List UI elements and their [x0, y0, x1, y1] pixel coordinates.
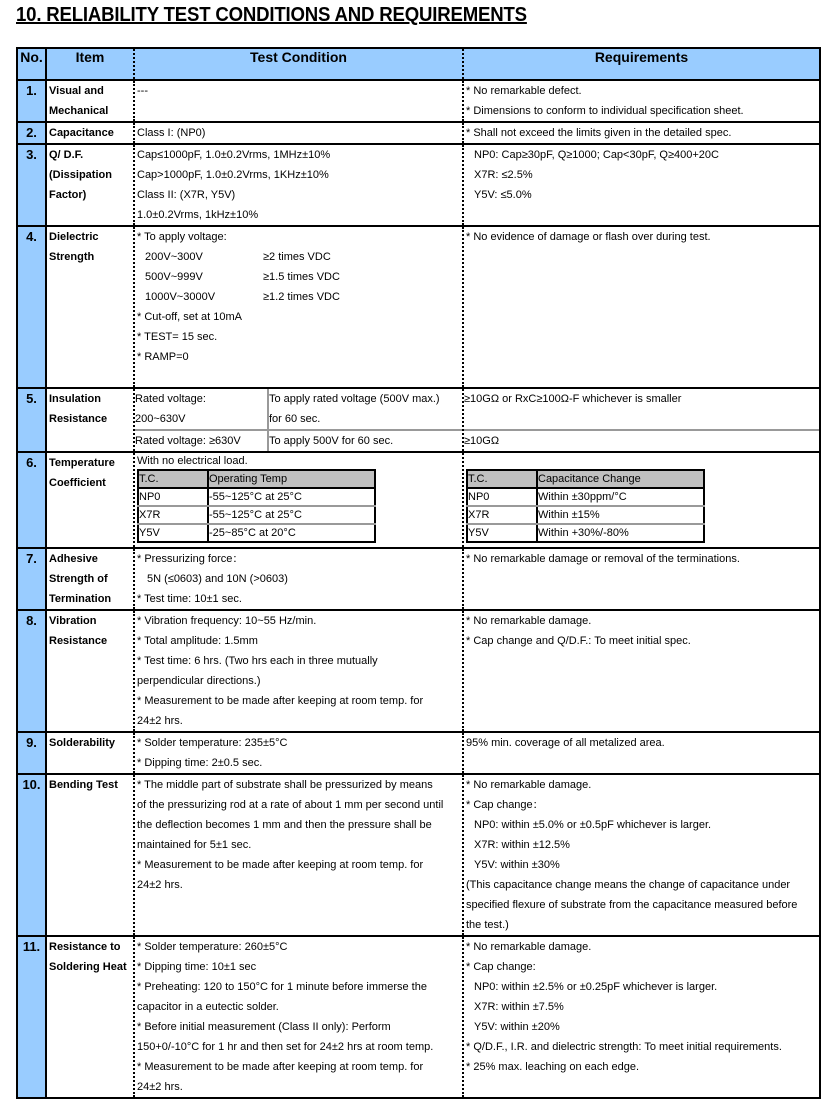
table-row [17, 226, 820, 388]
rated-voltage: 200~630V [135, 413, 186, 425]
requirement-cell [463, 774, 820, 936]
insulation-condition-grid [135, 389, 462, 451]
voltage-range: 500V~999V [145, 271, 203, 283]
requirement-line: * Shall not exceed the limits given in the detailed spec. [466, 127, 732, 139]
condition-cell [134, 774, 463, 936]
row-number: 8. [17, 610, 46, 732]
reliability-table [16, 47, 821, 1099]
sub-cell: NP0 [467, 488, 537, 506]
requirement-line: X7R: ≤2.5% [474, 169, 533, 181]
item-line: Coefficient [49, 477, 106, 489]
condition-line: * Measurement to be made after keeping at room temp. for [137, 695, 424, 707]
requirement-line: Y5V: within ±30% [474, 859, 560, 871]
condition-line: With no electrical load. [137, 455, 248, 467]
voltage-row [135, 247, 462, 267]
header-item: Item [46, 48, 134, 80]
row-number: 9. [17, 732, 46, 774]
condition-line: * Dipping time: 2±0.5 sec. [137, 757, 263, 769]
sub-cell: X7R [467, 506, 537, 524]
requirement-line: X7R: within ±12.5% [474, 839, 570, 851]
requirement-line: ≥10GΩ [464, 435, 500, 447]
item-cell [46, 80, 134, 122]
table-row [17, 122, 820, 144]
requirement-cell [463, 226, 820, 388]
header-requirements: Requirements [463, 48, 820, 80]
item-cell [46, 774, 134, 936]
condition-line: * Measurement to be made after keeping at room temp. for [137, 1061, 424, 1073]
item-cell [46, 144, 134, 226]
condition-line: * Total amplitude: 1.5mm [137, 635, 258, 647]
item-line: Insulation [49, 393, 101, 405]
item-cell [46, 226, 134, 388]
sub-cell: -55~125°C at 25°C [208, 488, 375, 506]
condition-cell [134, 388, 463, 452]
item-line: Q/ D.F. [49, 149, 84, 161]
condition-cell [134, 80, 463, 122]
item-line: Soldering Heat [49, 961, 127, 973]
item-line: Dielectric [49, 231, 99, 243]
requirement-line: * Cap change: [466, 961, 536, 973]
requirement-line: * No remarkable damage or removal of the terminations. [466, 553, 740, 565]
condition-line: 150+0/-10°C for 1 hr and then set for 24±2 hrs at room temp. [137, 1041, 434, 1053]
condition-cell [134, 144, 463, 226]
table-header-row [17, 48, 820, 80]
condition-line: 5N (≤0603) and 10N (>0603) [147, 573, 288, 585]
item-line: Factor) [49, 189, 87, 201]
table-row [17, 80, 820, 122]
condition-line: capacitor in a eutectic solder. [137, 1001, 279, 1013]
condition-line: 1.0±0.2Vrms, 1kHz±10% [137, 209, 259, 221]
rated-voltage: Rated voltage: [135, 393, 206, 405]
sub-header: Operating Temp [208, 470, 375, 488]
rated-voltage: Rated voltage: ≥630V [135, 435, 241, 447]
requirement-line: * No remarkable defect. [466, 85, 582, 97]
sub-cell: Within +30%/-80% [537, 524, 704, 542]
requirement-line: * Dimensions to conform to individual specification sheet. [466, 105, 744, 117]
requirement-line: * No remarkable damage. [466, 615, 592, 627]
condition-cell [134, 548, 463, 610]
item-line: Termination [49, 593, 112, 605]
row-number: 2. [17, 122, 46, 144]
condition-cell [134, 226, 463, 388]
item-cell [46, 388, 134, 452]
condition-line: * Test time: 10±1 sec. [137, 593, 242, 605]
sub-cell: Y5V [467, 524, 537, 542]
item-line: Mechanical [49, 105, 109, 117]
item-line: Adhesive [49, 553, 98, 565]
voltage-factor: ≥1.2 times VDC [263, 291, 340, 303]
capacitance-change-table [466, 469, 705, 543]
operating-temp-table [137, 469, 376, 543]
condition-line: --- [137, 85, 148, 97]
requirement-line: * 25% max. leaching on each edge. [466, 1061, 640, 1073]
requirement-line: * No remarkable damage. [466, 779, 592, 791]
requirement-line: * No evidence of damage or flash over during test. [466, 231, 711, 243]
condition-cell [134, 936, 463, 1098]
row-number: 7. [17, 548, 46, 610]
page-title: 10. RELIABILITY TEST CONDITIONS AND REQUIREMENTS [16, 4, 527, 26]
row-number: 5. [17, 388, 46, 452]
row-number: 11. [17, 936, 46, 1098]
sub-cell: NP0 [138, 488, 208, 506]
item-line: Visual and [49, 85, 104, 97]
condition-line: * The middle part of substrate shall be pressurized by means [137, 779, 433, 791]
item-line: Resistance [49, 635, 108, 647]
table-row [17, 774, 820, 936]
item-line: Resistance [49, 413, 108, 425]
condition-line: Cap≤1000pF, 1.0±0.2Vrms, 1MHz±10% [137, 149, 331, 161]
requirement-cell [463, 548, 820, 610]
condition-line: Class I: (NP0) [137, 127, 206, 139]
table-row [17, 452, 820, 548]
item-line: Strength of [49, 573, 108, 585]
item-line: (Dissipation [49, 169, 112, 181]
requirement-cell [463, 610, 820, 732]
sub-header: T.C. [138, 470, 208, 488]
condition-cell [134, 452, 463, 548]
condition-line: * TEST= 15 sec. [137, 331, 218, 343]
condition-line: * Solder temperature: 260±5°C [137, 941, 288, 953]
requirement-line: * Q/D.F., I.R. and dielectric strength: To meet initial requirements. [466, 1041, 782, 1053]
item-cell [46, 936, 134, 1098]
requirement-line: NP0: within ±5.0% or ±0.5pF whichever is larger. [474, 819, 712, 831]
header-test-condition: Test Condition [134, 48, 463, 80]
sub-cell: Y5V [138, 524, 208, 542]
table-row [17, 610, 820, 732]
condition-line: Cap>1000pF, 1.0±0.2Vrms, 1KHz±10% [137, 169, 329, 181]
requirement-line: Y5V: ≤5.0% [474, 189, 532, 201]
requirement-cell [463, 936, 820, 1098]
requirement-line: * Cap change： [466, 799, 544, 811]
requirement-line: the test.) [466, 919, 509, 931]
condition-line: * Cut-off, set at 10mA [137, 311, 242, 323]
requirement-cell [463, 80, 820, 122]
table-row [17, 144, 820, 226]
sub-cell: -55~125°C at 25°C [208, 506, 375, 524]
condition-line: * Test time: 6 hrs. (Two hrs each in three mutually [137, 655, 378, 667]
item-line: Resistance to [49, 941, 121, 953]
condition-cell [134, 122, 463, 144]
condition-line: * Pressurizing force： [137, 553, 244, 565]
row-number: 10. [17, 774, 46, 936]
requirement-line: ≥10GΩ or RxC≥100Ω-F whichever is smaller [464, 393, 682, 405]
sub-header: T.C. [467, 470, 537, 488]
table-row [17, 388, 820, 452]
requirement-cell [463, 732, 820, 774]
requirement-line: * Cap change and Q/D.F.: To meet initial spec. [466, 635, 691, 647]
voltage-range: 200V~300V [145, 251, 203, 263]
condition-line: 24±2 hrs. [137, 879, 183, 891]
requirement-line: * No remarkable damage. [466, 941, 592, 953]
item-cell [46, 610, 134, 732]
condition-line: * Before initial measurement (Class II only): Perform [137, 1021, 391, 1033]
item-line: Temperature [49, 457, 115, 469]
condition-line: 24±2 hrs. [137, 1081, 183, 1093]
item-line: Solderability [49, 737, 116, 749]
sub-cell: -25~85°C at 20°C [208, 524, 375, 542]
row-number: 4. [17, 226, 46, 388]
requirement-line: Y5V: within ±20% [474, 1021, 560, 1033]
table-row [17, 548, 820, 610]
voltage-factor: ≥1.5 times VDC [263, 271, 340, 283]
requirement-line: X7R: within ±7.5% [474, 1001, 564, 1013]
row-number: 6. [17, 452, 46, 548]
condition-line: * Solder temperature: 235±5°C [137, 737, 288, 749]
item-cell [46, 452, 134, 548]
condition-line: the deflection becomes 1 mm and then the pressure shall be [137, 819, 432, 831]
row-number: 3. [17, 144, 46, 226]
condition-cell [134, 610, 463, 732]
requirement-cell [463, 388, 820, 452]
condition-cell [134, 732, 463, 774]
requirement-cell [463, 122, 820, 144]
item-line: Vibration [49, 615, 97, 627]
requirement-line: 95% min. coverage of all metalized area. [466, 737, 665, 749]
item-cell [46, 548, 134, 610]
table-row [17, 732, 820, 774]
requirement-line: specified flexure of substrate from the capacitance measured before [466, 899, 798, 911]
requirement-line: NP0: within ±2.5% or ±0.25pF whichever is larger. [474, 981, 718, 993]
condition-line: * RAMP=0 [137, 351, 189, 363]
sub-cell: Within ±15% [537, 506, 704, 524]
item-cell [46, 732, 134, 774]
condition-line: * Preheating: 120 to 150°C for 1 minute before immerse the [137, 981, 427, 993]
header-no: No. [17, 48, 46, 80]
condition-line: maintained for 5±1 sec. [137, 839, 252, 851]
row-number: 1. [17, 80, 46, 122]
apply-method: To apply 500V for 60 sec. [269, 435, 394, 447]
sub-header: Capacitance Change [537, 470, 704, 488]
condition-line: * Measurement to be made after keeping at room temp. for [137, 859, 424, 871]
condition-line: * Dipping time: 10±1 sec [137, 961, 257, 973]
sub-cell: X7R [138, 506, 208, 524]
item-line: Capacitance [49, 127, 114, 139]
apply-method: for 60 sec. [269, 413, 321, 425]
voltage-row [135, 267, 462, 287]
requirement-line: (This capacitance change means the change of capacitance under [466, 879, 791, 891]
requirement-cell [463, 452, 820, 548]
voltage-row [135, 287, 462, 307]
condition-line: * To apply voltage: [137, 231, 227, 243]
requirement-line: NP0: Cap≥30pF, Q≥1000; Cap<30pF, Q≥400+20C [474, 149, 719, 161]
sub-cell: Within ±30ppm/°C [537, 488, 704, 506]
condition-line: of the pressurizing rod at a rate of about 1 mm per second until [137, 799, 444, 811]
item-line: Bending Test [49, 779, 118, 791]
voltage-range: 1000V~3000V [145, 291, 216, 303]
apply-method: To apply rated voltage (500V max.) [269, 393, 440, 405]
condition-line: 24±2 hrs. [137, 715, 183, 727]
condition-line: Class II: (X7R, Y5V) [137, 189, 236, 201]
condition-line: * Vibration frequency: 10~55 Hz/min. [137, 615, 317, 627]
item-line: Strength [49, 251, 95, 263]
condition-line: perpendicular directions.) [137, 675, 261, 687]
table-row [17, 936, 820, 1098]
voltage-factor: ≥2 times VDC [263, 251, 331, 263]
item-cell [46, 122, 134, 144]
requirement-cell [463, 144, 820, 226]
